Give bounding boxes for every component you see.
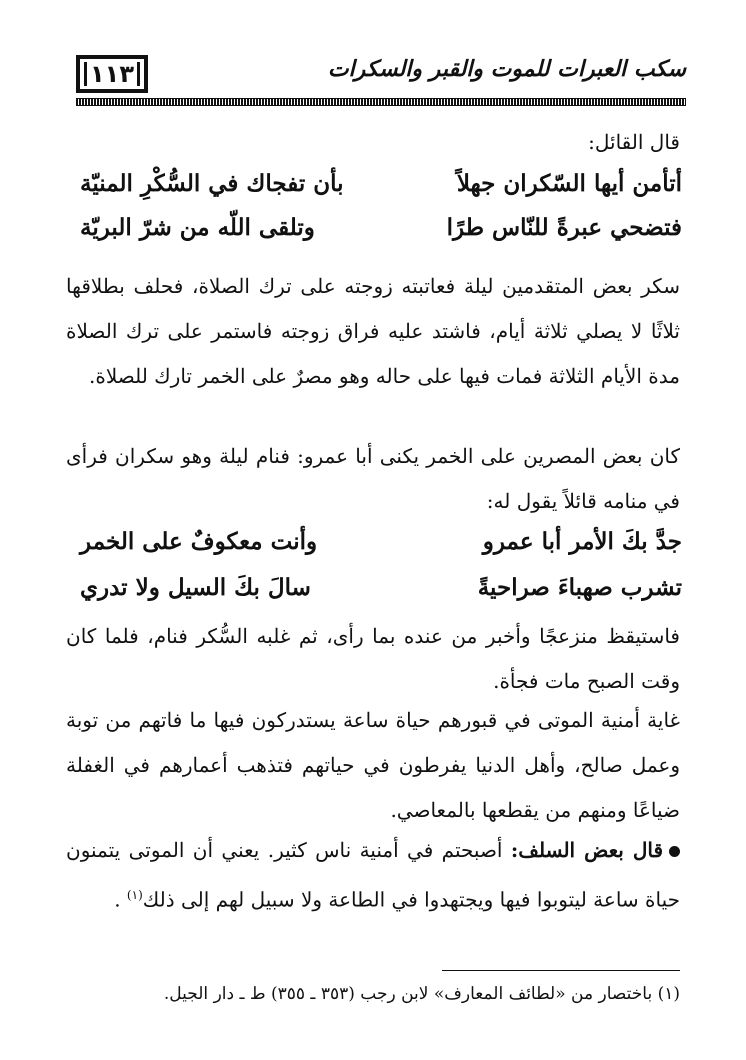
page-number-text: ١١٣ xyxy=(90,60,134,88)
footnote-reference: (١) xyxy=(126,888,143,902)
paragraph: فاستيقظ منزعجًا وأخبر من عنده بما رأى، ثم غلبه السُّكر فنام، فلما كان وقت الصبح مات فجأة. xyxy=(66,624,680,693)
header-rule xyxy=(76,98,686,106)
paragraph: غاية أمنية الموتى في قبورهم حياة ساعة يستدركون فيها ما فاتهم من توبة وعمل صالح، وأهل الدنيا يفرطون في حياتهم فتذهب أعمارهم في الغفلة ضياعًا ومنهم من يقطعها بالمعاصي. xyxy=(66,708,680,822)
verse-row xyxy=(80,170,682,210)
verse-first-hemistich: فتضحي عبرةً للنّاس طرًا xyxy=(446,214,682,241)
paragraph xyxy=(66,828,680,923)
footnote-rule xyxy=(442,970,680,971)
quote-lead: قال بعض السلف: xyxy=(510,838,664,862)
verse-second-hemistich: وأنت معكوفٌ على الخمر xyxy=(80,528,318,555)
bullet-icon xyxy=(669,846,680,857)
quote-body: أصبحتم في أمنية ناس كثير. يعني أن الموتى يتمنون حياة ساعة ليتوبوا فيها ويجتهدوا في الطاعة ولا سبيل لهم إلى ذلك xyxy=(66,838,680,912)
footnote: (١) باختصار من «لطائف المعارف» لابن رجب (٣٥٣ ـ ٣٥٥) ط ـ دار الجيل. xyxy=(163,984,680,1004)
intro-label: قال القائل: xyxy=(588,130,680,154)
verse-second-hemistich: سالَ بكَ السيل ولا تدري xyxy=(80,574,311,601)
verse-row xyxy=(80,574,682,614)
verse-first-hemistich: جدَّ بكَ الأمر أبا عمرو xyxy=(482,528,682,555)
verse-first-hemistich: أتأمن أيها السّكران جهلاً xyxy=(456,170,682,197)
book-title: سكب العبرات للموت والقبر والسكرات xyxy=(327,57,686,82)
verse-second-hemistich: وتلقى اللّه من شرّ البريّة xyxy=(80,214,315,241)
verse-row xyxy=(80,528,682,568)
quote-end: . xyxy=(114,887,127,912)
page-header xyxy=(76,55,686,103)
verse-first-hemistich: تشرب صهباءَ صراحيةً xyxy=(477,574,682,601)
verse-row xyxy=(80,214,682,254)
verse-second-hemistich: بأن تفجاك في السُّكْرِ المنيّة xyxy=(80,170,344,197)
paragraph: كان بعض المصرين على الخمر يكنى أبا عمرو: فنام ليلة وهو سكران فرأى في منامه قائلاً يقول له: xyxy=(66,444,680,513)
page-number xyxy=(76,55,148,93)
paragraph: سكر بعض المتقدمين ليلة فعاتبته زوجته على ترك الصلاة، فحلف بطلاقها ثلاثًا لا يصلي ثلاثة أيام، فاشتد عليه فراق زوجته فاستمر على ترك الصلاة مدة الأيام الثلاثة فمات فيها على حاله وهو مصرٌ على الخمر تارك للصلاة. xyxy=(66,274,680,388)
